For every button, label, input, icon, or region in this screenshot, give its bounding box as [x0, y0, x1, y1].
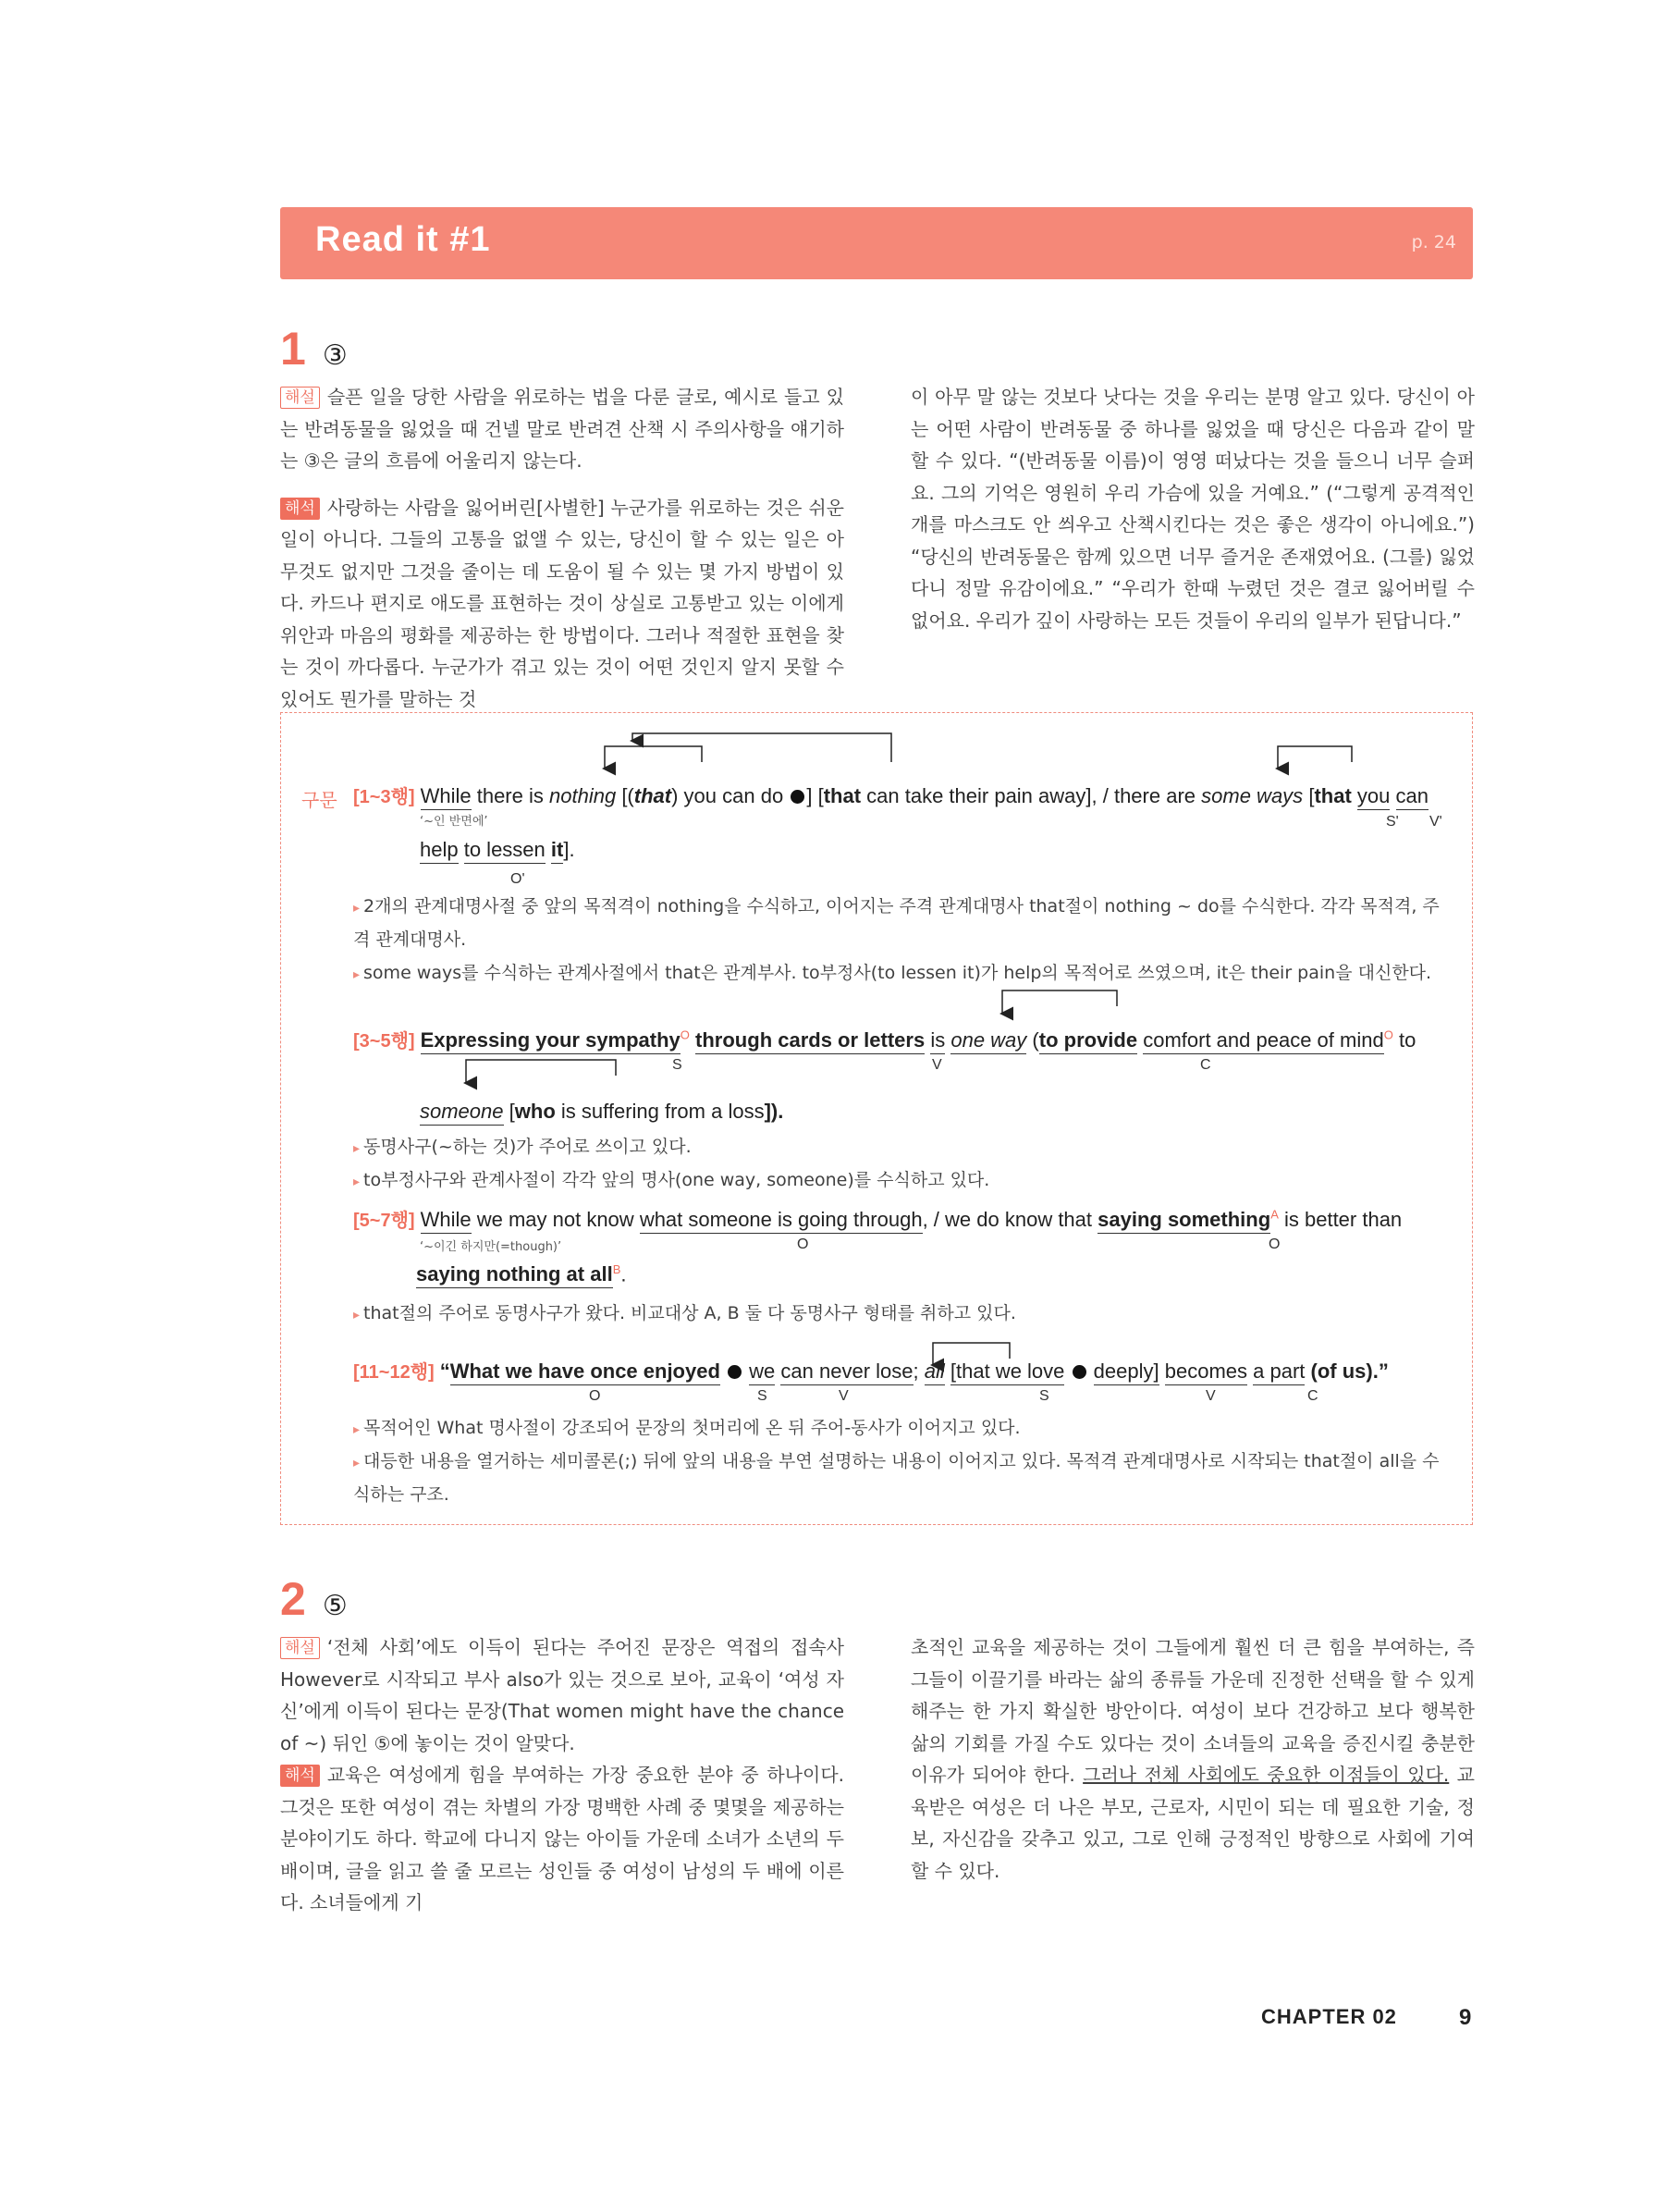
- word: becomes: [1165, 1360, 1247, 1385]
- note-text: that절의 주어로 동명사구가 왔다. 비교대상 A, B 둘 다 동명사구 형태를 취하고 있다.: [363, 1303, 1016, 1323]
- word: who: [514, 1100, 556, 1123]
- word: What we have once enjoyed: [450, 1360, 720, 1385]
- question-number: 2: [280, 1573, 306, 1625]
- note-text: 대등한 내용을 열거하는 세미콜론(;) 뒤에 앞의 내용을 부연 설명하는 내용이 이어지고 있다. 목적격 관계대명사로 시작되는 that절이 all을 수식하는 구조.: [353, 1451, 1440, 1505]
- word: ]).: [764, 1100, 784, 1123]
- word: , / we do know that: [922, 1208, 1093, 1231]
- word: [(: [621, 784, 634, 807]
- word-that: that: [1314, 784, 1352, 807]
- word: there is: [476, 784, 544, 807]
- q1-explain-text: 슬픈 일을 당한 사람을 위로하는 법을 다룬 글로, 예시로 들고 있는 반려동물을 잃었을 때 건넬 말로 반려견 산책 시 주의사항을 얘기하는 ③은 글의 흐름에 어울리지 않는다.: [280, 386, 844, 472]
- sentence-3-ref: [5~7행]: [353, 1211, 415, 1231]
- word: you can do: [683, 784, 784, 807]
- word: [: [509, 1100, 515, 1123]
- q2-right-column: [911, 1631, 1475, 1896]
- role-label: C: [1200, 1057, 1211, 1073]
- sentence-3-line2: [416, 1262, 626, 1286]
- word: “: [439, 1360, 450, 1383]
- word: you: [1357, 784, 1390, 810]
- note-text: some ways를 수식하는 관계사절에서 that은 관계부사. to부정사(to lessen it)가 help의 목적어로 쓰였으며, it은 their pain을 대신한다.: [363, 963, 1432, 983]
- role-label: O: [589, 1388, 601, 1404]
- word: saying nothing at all: [416, 1262, 613, 1288]
- subject: Expressing your sympathy: [421, 1028, 681, 1054]
- question-1-header: [280, 322, 348, 375]
- note: ▸ 대등한 내용을 열거하는 세미콜론(;) 뒤에 앞의 내용을 부연 설명하는 내용이 이어지고 있다. 목적격 관계대명사로 시작되는 that절이 all을 수식하는 구조.: [353, 1451, 1440, 1505]
- grammar-label: 구문: [301, 789, 337, 811]
- note: ▸ to부정사구와 관계사절이 각각 앞의 명사(one way, someone)를 수식하고 있다.: [353, 1170, 990, 1190]
- word: can take their pain away], / there are: [866, 784, 1196, 807]
- word: [: [1308, 784, 1315, 807]
- explain-tag: 해설: [280, 1637, 320, 1659]
- q1-translate-paragraph: [280, 492, 844, 716]
- q1-left-column: [280, 381, 844, 724]
- word: to: [1398, 1028, 1416, 1052]
- word: comfort and peace of mind: [1143, 1028, 1383, 1054]
- footer-chapter: CHAPTER 02: [1261, 2005, 1397, 2028]
- gloss-while: ‘~이긴 하지만(=though)’: [420, 1240, 562, 1254]
- underlined-sentence: 그러나 전체 사회에도 중요한 이점들이 있다.: [1083, 1764, 1450, 1786]
- q2-translate-right: [911, 1631, 1475, 1887]
- text: 교육받은 여성은 더 나은 부모, 근로자, 시민이 되는 데 필요한 기술, 정보, 자신감을 갖추고 있고, 그로 인해 긍정적인 방향으로 사회에 기여할 수 있다.: [911, 1764, 1475, 1882]
- word-some-ways: some ways: [1201, 784, 1304, 807]
- q2-translate-left: 교육은 여성에게 힘을 부여하는 가장 중요한 분야 중 하나이다. 그것은 또한 여성이 겪는 차별의 가장 명백한 사례 중 몇몇을 제공하는 분야이기도 하다. 학교에 다니지 않는 아이들 가운데 소녀가 소년의 두 배이며, 글을 읽고 쓸 줄 모르는 성인들 중 여성이 남성의 두 배에 이른다. 소녀들에게 기: [280, 1764, 844, 1913]
- section-banner: [280, 207, 1473, 279]
- word: ].: [563, 838, 575, 861]
- word-nothing: nothing: [549, 784, 617, 807]
- word-all: all: [925, 1360, 945, 1385]
- translate-tag: 해석: [280, 1765, 320, 1787]
- role-label: S': [1386, 814, 1399, 830]
- word-that: that: [633, 784, 672, 807]
- word: [that we love: [950, 1360, 1065, 1385]
- word: is better than: [1283, 1208, 1403, 1231]
- note-text: 목적어인 What 명사절이 강조되어 문장의 첫머리에 온 뒤 주어-동사가 이어지고 있다.: [363, 1418, 1021, 1438]
- word: we may not know: [476, 1208, 634, 1231]
- q2-explain-text: ‘전체 사회’에도 이득이 된다는 주어진 문장은 역접의 접속사 However로 시작되고 부사 also가 있는 것으로 보아, 교육이 ‘여성 자신’에게 이득이 된다는 문장(That women might have the chance of ~) 뒤인 ⑤에 놓이는 것이 알맞다.: [280, 1636, 844, 1754]
- arrow-that3-to-some-ways: [1278, 746, 1352, 769]
- word: what someone is going through: [640, 1208, 923, 1234]
- word: saying something: [1098, 1208, 1270, 1234]
- role-label: S: [672, 1057, 682, 1073]
- q2-explain-paragraph: [280, 1631, 844, 1759]
- banner-title: Read it #1: [315, 220, 491, 259]
- q1-explain-paragraph: [280, 381, 844, 477]
- word: we: [749, 1360, 775, 1385]
- q2-translate-paragraph: [280, 1759, 844, 1919]
- q1-translate-right: 이 아무 말 않는 것보다 낫다는 것을 우리는 분명 알고 있다. 당신이 아는 어떤 사람이 반려동물 중 하나를 잃었을 때 당신은 다음과 같이 말할 수 있다. “(반려동물 이름)이 영영 떠났다는 것을 들으니 너무 슬퍼요. 그의 기억은 영원히 우리 가슴에 있을 거예요.” (“그렇게 공격적인 개를 마스크도 안 씌우고 산책시킨다는 것은 좋은 생각이 아니에요.”) “당신의 반려동물은 함께 있으면 너무 즐거운 존재였어요. (그를) 잃었다니 정말 유감이에요.” “우리가 한때 누렸던 것은 결코 잃어버릴 수 없어요. 우리가 깊이 사랑하는 모든 것들이 우리의 일부가 된답니다.”: [911, 386, 1475, 632]
- sentence-4-ref: [11~12행]: [353, 1362, 435, 1383]
- arrow-who-to-someone: [466, 1060, 616, 1083]
- note: ▸ some ways를 수식하는 관계사절에서 that은 관계부사. to부정사(to lessen it)가 help의 목적어로 쓰였으며, it은 their pain을 대신한다.: [353, 963, 1432, 983]
- superscript: B: [612, 1262, 621, 1276]
- word-that: that: [823, 784, 862, 807]
- superscript: O: [680, 1027, 690, 1042]
- role-label: V: [1206, 1388, 1216, 1404]
- note: ▸ 2개의 관계대명사절 중 앞의 목적격이 nothing을 수식하고, 이어지는 주격 관계대명사 that절이 nothing ~ do를 수식한다. 각각 목적격, 주격 관계대명사.: [353, 896, 1440, 950]
- note-text: 동명사구(~하는 것)가 주어로 쓰이고 있다.: [363, 1137, 692, 1157]
- superscript: A: [1270, 1207, 1279, 1222]
- q2-left-column: [280, 1631, 844, 1928]
- role-label: O: [1269, 1236, 1281, 1252]
- arrow-to-provide-to-one-way: [1002, 990, 1117, 1014]
- sentence-2-line1: [353, 1026, 1416, 1052]
- role-label: V: [932, 1057, 942, 1073]
- word: ): [671, 784, 679, 807]
- word: [: [817, 784, 824, 807]
- word: ;: [913, 1360, 919, 1383]
- explain-tag: 해설: [280, 387, 320, 409]
- sentence-1-ref: [1~3행]: [353, 787, 415, 807]
- sentence-2-ref: [3~5행]: [353, 1031, 415, 1052]
- sentence-4-line1: [353, 1357, 1389, 1384]
- word: to provide: [1039, 1028, 1137, 1054]
- sentence-1-line1: [353, 781, 1429, 808]
- note-text: 2개의 관계대명사절 중 앞의 목적격이 nothing을 수식하고, 이어지는 주격 관계대명사 that절이 nothing ~ do를 수식한다. 각각 목적격, 주격 관계대명사.: [353, 896, 1440, 950]
- role-label: O': [510, 871, 525, 887]
- gap-dot: [791, 790, 804, 804]
- arrow-that2-to-nothing-phrase: [632, 733, 891, 762]
- note-text: to부정사구와 관계사절이 각각 앞의 명사(one way, someone)를 수식하고 있다.: [363, 1170, 990, 1190]
- word: While: [421, 784, 472, 810]
- word: While: [421, 1208, 472, 1234]
- grammar-box: [280, 712, 1473, 1525]
- word: help: [420, 838, 459, 864]
- word: (of us).”: [1310, 1360, 1389, 1383]
- q1-right-column: [911, 381, 1475, 646]
- role-label: S: [757, 1388, 767, 1404]
- word-someone: someone: [420, 1100, 504, 1126]
- note: ▸ 동명사구(~하는 것)가 주어로 쓰이고 있다.: [353, 1137, 692, 1157]
- word: .: [620, 1262, 627, 1286]
- superscript: O: [1383, 1027, 1393, 1042]
- word: it: [551, 838, 563, 864]
- gloss-while: ‘~인 반면에’: [420, 815, 488, 829]
- question-answer: ③: [322, 339, 348, 372]
- role-label: O: [797, 1236, 809, 1252]
- question-2-header: [280, 1572, 348, 1626]
- q1-translate-left: 사랑하는 사람을 잃어버린[사별한] 누군가를 위로하는 것은 쉬운 일이 아니다. 그들의 고통을 없앨 수 있는, 당신이 할 수 있는 일은 아무것도 없지만 그것을 줄이는 데 도움이 될 수 있는 몇 가지 방법이 있다. 카드나 편지로 애도를 표현하는 것이 상실로 고통받고 있는 이에게 위안과 마음의 평화를 제공하는 한 방법이다. 그러나 적절한 표현을 찾는 것이 까다롭다. 누군가가 겪고 있는 것이 어떤 것인지 알지 못할 수 있어도 뭔가를 말하는 것: [280, 496, 844, 710]
- text: 초적인 교육을 제공하는 것이 그들에게 훨씬 더 큰 힘을 부여하는, 즉 그들이 이끌기를 바라는 삶의 종류들 가운데 진정한 선택을 할 수 있게 해주는 한 가지 확실한 방안이다. 여성이 보다 건강하고 보다 행복한 삶의 기회를 가질 수도 있다는 것이 소녀들의 교육을 증진시킬 충분한 이유가 되어야 한다.: [911, 1636, 1475, 1786]
- question-answer: ⑤: [322, 1590, 348, 1622]
- word: ]: [806, 784, 813, 807]
- question-number: 1: [280, 323, 306, 375]
- arrow-that-to-nothing: [605, 746, 702, 769]
- role-label: C: [1307, 1388, 1318, 1404]
- note: ▸ 목적어인 What 명사절이 강조되어 문장의 첫머리에 온 뒤 주어-동사가 이어지고 있다.: [353, 1418, 1021, 1438]
- footer-page-number: 9: [1459, 2005, 1472, 2030]
- sentence-2-line2: [420, 1100, 783, 1124]
- role-label: V': [1429, 814, 1442, 830]
- word: can never lose: [780, 1360, 913, 1385]
- word: is suffering from a loss: [560, 1100, 765, 1123]
- role-label: S: [1039, 1388, 1049, 1404]
- word-one-way: one way: [950, 1028, 1026, 1054]
- word: can: [1396, 784, 1429, 810]
- note: ▸ that절의 주어로 동명사구가 왔다. 비교대상 A, B 둘 다 동명사구 형태를 취하고 있다.: [353, 1303, 1016, 1323]
- word: deeply]: [1094, 1360, 1159, 1385]
- word: to lessen: [464, 838, 546, 864]
- gap-dot: [728, 1365, 742, 1379]
- sentence-1-line2: [420, 838, 575, 862]
- sentence-3-line1: [353, 1205, 1402, 1232]
- word: (: [1032, 1028, 1039, 1052]
- subject-cont: through cards or letters: [695, 1028, 925, 1054]
- gap-dot: [1073, 1365, 1086, 1379]
- word: is: [930, 1028, 945, 1054]
- word: a part: [1253, 1360, 1305, 1385]
- banner-page-ref: p. 24: [1411, 232, 1456, 252]
- translate-tag: 해석: [280, 498, 320, 520]
- role-label: V: [839, 1388, 849, 1404]
